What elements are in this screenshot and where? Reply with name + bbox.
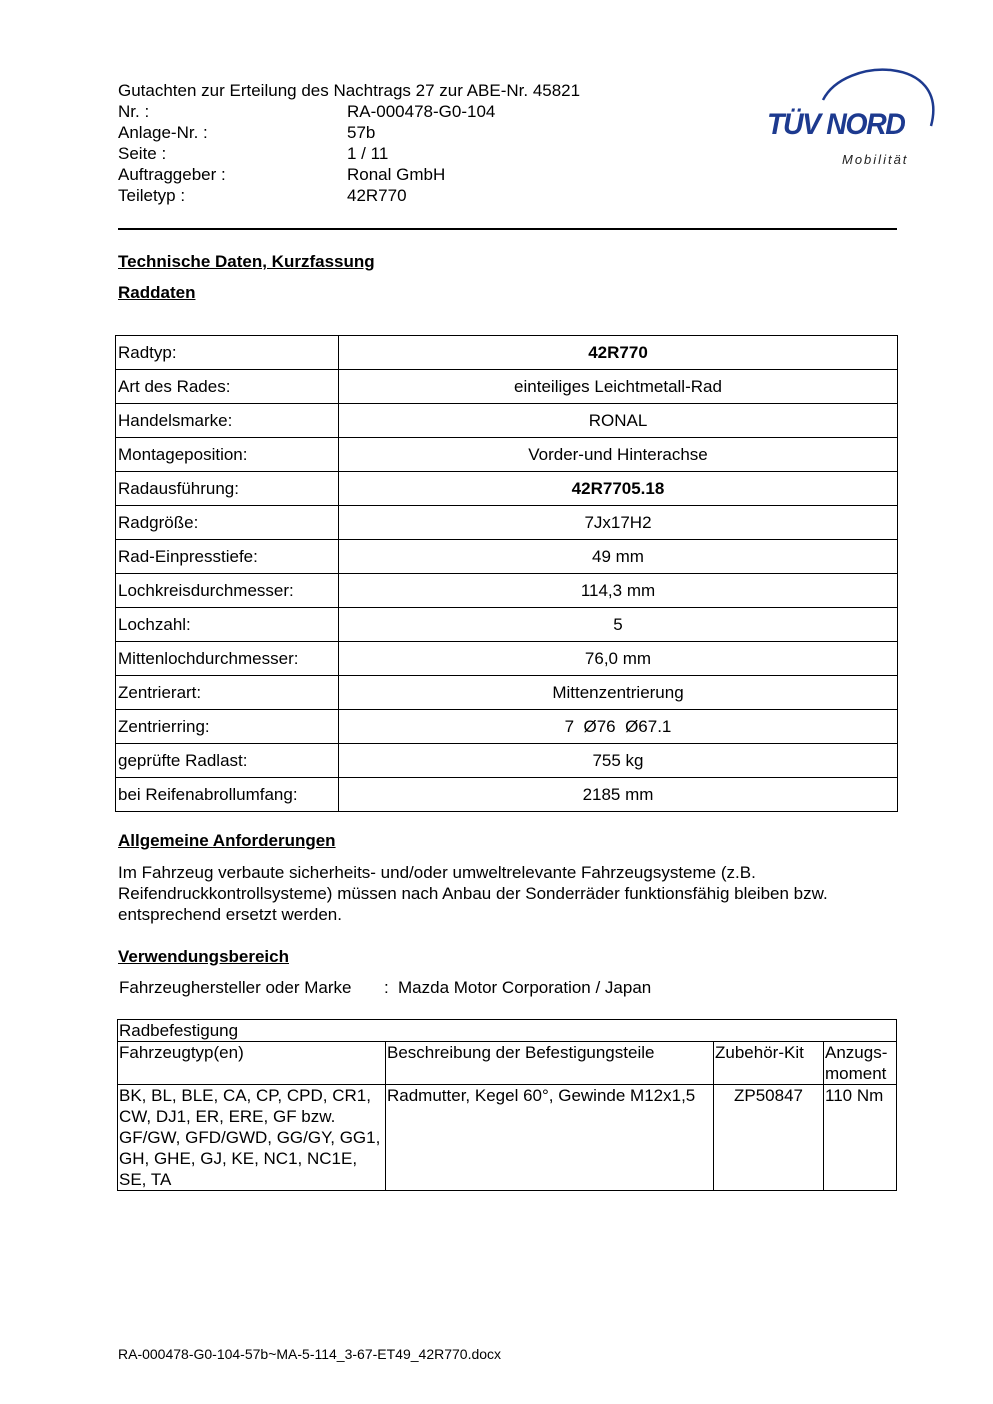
section-heading-verwendung: Verwendungsbereich [118, 947, 289, 966]
row-value: Mittenzentrierung [339, 676, 898, 710]
header-value: 42R770 [347, 186, 407, 205]
table-row [116, 710, 898, 744]
row-label: Montageposition: [116, 438, 339, 472]
table-row [116, 676, 898, 710]
accessory-kit-cell: ZP50847 [714, 1085, 824, 1191]
row-label: Zentrierart: [116, 676, 339, 710]
table-row [118, 1085, 897, 1191]
row-label: Radgröße: [116, 506, 339, 540]
row-value: 5 [339, 608, 898, 642]
header-value: Ronal GmbH [347, 165, 446, 184]
header-key: Auftraggeber : [118, 165, 226, 184]
header-value: 1 / 11 [347, 144, 389, 163]
allgemeine-paragraph: Im Fahrzeug verbaute sicherheits- und/oder umweltrelevante Fahrzeugsysteme (z.B. Reifendruckkontrollsysteme) müssen nach Anbau der Sonderräder funktionsfähig bleiben bzw. entsprechend ersetzt werden. [118, 863, 828, 924]
row-label: Zentrierring: [116, 710, 339, 744]
header-value: RA-000478-G0-104 [347, 102, 496, 121]
manufacturer-label: Fahrzeughersteller oder Marke [119, 978, 352, 997]
fastener-description-cell: Radmutter, Kegel 60°, Gewinde M12x1,5 [386, 1085, 714, 1191]
table-header-row [118, 1042, 897, 1085]
row-value: 42R770 [339, 336, 898, 370]
row-label: Radtyp: [116, 336, 339, 370]
manufacturer-value: Mazda Motor Corporation / Japan [398, 978, 652, 997]
manufacturer-separator: : [384, 978, 389, 997]
row-value: 49 mm [339, 540, 898, 574]
row-value: 2185 mm [339, 778, 898, 812]
row-label: Lochkreisdurchmesser: [116, 574, 339, 608]
table-row [116, 540, 898, 574]
logo-subtitle: Mobilität [842, 152, 909, 167]
row-label: Art des Rades: [116, 370, 339, 404]
table-caption: Radbefestigung [118, 1020, 897, 1042]
radbefestigung-table [117, 1019, 897, 1191]
vehicle-types-cell: BK, BL, BLE, CA, CP, CPD, CR1, CW, DJ1, ER, ERE, GF bzw. GF/GW, GFD/GWD, GG/GY, GG1, GH, GHE, GJ, KE, NC1, NC1E, SE, TA [118, 1085, 386, 1191]
header-key: Nr. : [118, 102, 150, 121]
row-value: 76,0 mm [339, 642, 898, 676]
header-key: Seite : [118, 144, 167, 163]
row-value: 7Jx17H2 [339, 506, 898, 540]
header-row-seite [118, 143, 580, 164]
table-row [116, 336, 898, 370]
logo-brand: TÜV NORD [767, 108, 905, 141]
table-row [116, 438, 898, 472]
row-value: einteiliges Leichtmetall-Rad [339, 370, 898, 404]
row-value: RONAL [339, 404, 898, 438]
table-row [116, 370, 898, 404]
table-row [116, 608, 898, 642]
raddaten-table [115, 335, 898, 812]
torque-cell: 110 Nm [824, 1085, 897, 1191]
table-caption-row [118, 1020, 897, 1042]
header-row-teiletyp [118, 185, 580, 206]
column-header: Fahrzeugtyp(en) [118, 1042, 386, 1085]
column-header: Anzugs- moment [824, 1042, 897, 1085]
row-label: Lochzahl: [116, 608, 339, 642]
table-row [116, 778, 898, 812]
header-value: 57b [347, 123, 376, 142]
row-label: bei Reifenabrollumfang: [116, 778, 339, 812]
section-heading-allgemeine: Allgemeine Anforderungen [118, 831, 336, 850]
table-row [116, 744, 898, 778]
row-label: geprüfte Radlast: [116, 744, 339, 778]
row-value: 7 Ø76 Ø67.1 [339, 710, 898, 744]
section-heading-raddaten: Raddaten [118, 283, 196, 302]
table-row [116, 472, 898, 506]
document-header [118, 80, 580, 206]
column-header: Beschreibung der Befestigungsteile [386, 1042, 714, 1085]
header-row-nr [118, 101, 580, 122]
column-header: Zubehör-Kit [714, 1042, 824, 1085]
header-row-auftraggeber [118, 164, 580, 185]
row-value: 42R7705.18 [339, 472, 898, 506]
row-value: 114,3 mm [339, 574, 898, 608]
document-title: Gutachten zur Erteilung des Nachtrags 27 zur ABE-Nr. 45821 [118, 81, 581, 100]
section-heading-technische-daten: Technische Daten, Kurzfassung [118, 252, 375, 271]
table-row [116, 574, 898, 608]
header-key: Teiletyp : [118, 186, 186, 205]
row-value: Vorder-und Hinterachse [339, 438, 898, 472]
manufacturer-line [119, 978, 651, 998]
table-row [116, 404, 898, 438]
tuv-nord-logo [765, 58, 945, 173]
row-value: 755 kg [339, 744, 898, 778]
footer-filename: RA-000478-G0-104-57b~MA-5-114_3-67-ET49_42R770.docx [118, 1346, 502, 1362]
header-row-anlage [118, 122, 580, 143]
row-label: Radausführung: [116, 472, 339, 506]
header-key: Anlage-Nr. : [118, 123, 208, 142]
header-divider [118, 228, 897, 230]
table-row [116, 506, 898, 540]
row-label: Rad-Einpresstiefe: [116, 540, 339, 574]
row-label: Mittenlochdurchmesser: [116, 642, 339, 676]
row-label: Handelsmarke: [116, 404, 339, 438]
table-row [116, 642, 898, 676]
